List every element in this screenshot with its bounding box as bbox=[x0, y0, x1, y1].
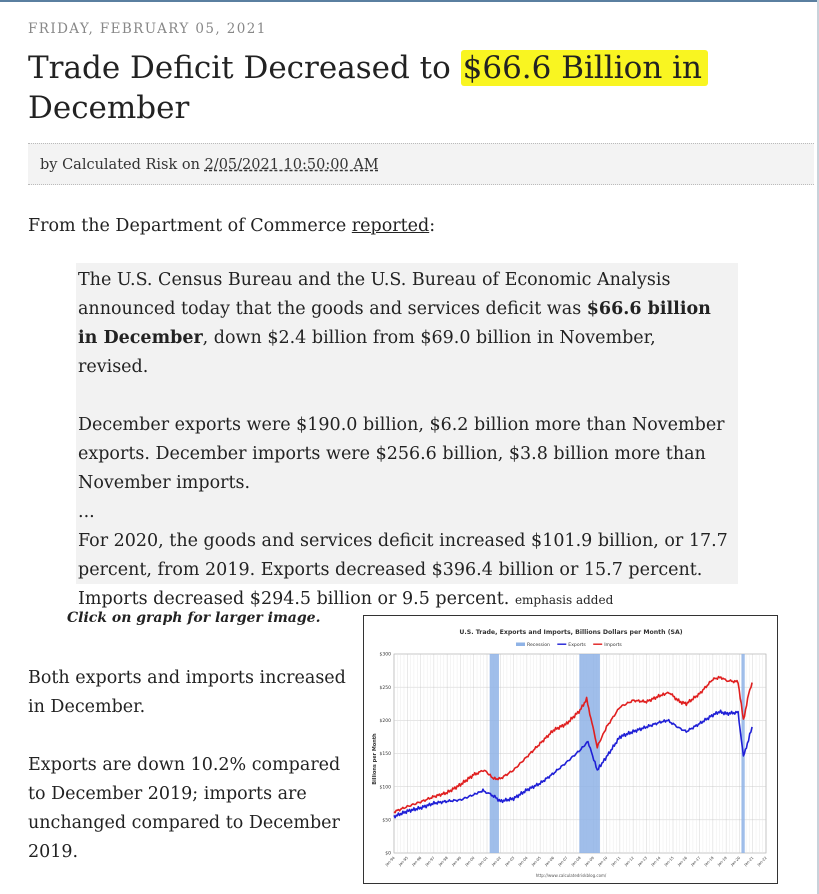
x-tick-label: Jan-08 bbox=[570, 855, 582, 867]
x-tick-label: Jan-22 bbox=[756, 855, 768, 867]
chart-footer: http://www.calculatedriskblog.com/ bbox=[535, 873, 607, 878]
x-tick-label: Jan-21 bbox=[743, 855, 755, 867]
quote-text: For 2020, the goods and services deficit increased $101.9 billion, or 17.7 percent, from 2019. Exports decreased $396.4 billion or 15.7 percent. Imports decreased $294.5 billion or 9.5 percent. bbox=[78, 531, 728, 609]
x-tick-label: Jan-04 bbox=[517, 855, 529, 867]
quote-ellipsis: ... bbox=[78, 502, 95, 522]
y-axis-label: Billions per Month bbox=[372, 733, 378, 785]
x-tick-label: Jan-07 bbox=[557, 855, 569, 867]
chart-title: U.S. Trade, Exports and Imports, Billions Dollars per Month (SA) bbox=[459, 629, 683, 636]
recession-band bbox=[579, 654, 600, 853]
y-tick-label: $0 bbox=[385, 851, 391, 857]
legend-swatch bbox=[516, 643, 525, 647]
x-tick-label: Jan-20 bbox=[730, 855, 742, 867]
x-tick-label: Jan-18 bbox=[703, 855, 715, 867]
x-tick-label: Jan-96 bbox=[411, 855, 423, 867]
x-tick-label: Jan-14 bbox=[650, 855, 662, 867]
post-body bbox=[28, 664, 358, 867]
title-text: Trade Deficit Decreased to bbox=[28, 50, 461, 86]
x-tick-label: Jan-13 bbox=[637, 855, 649, 867]
chart-legend bbox=[516, 642, 622, 648]
title-highlight: $66.6 Billion in bbox=[461, 50, 708, 86]
x-tick-label: Jan-05 bbox=[530, 855, 542, 867]
quote-paragraph-3 bbox=[78, 527, 728, 615]
window-top-border bbox=[0, 0, 819, 2]
x-tick-label: Jan-06 bbox=[544, 855, 556, 867]
title-text-line2: December bbox=[28, 90, 190, 126]
intro-suffix: : bbox=[429, 216, 436, 236]
post-title[interactable] bbox=[28, 48, 788, 128]
x-tick-label: Jan-12 bbox=[623, 855, 635, 867]
x-tick-labels bbox=[384, 855, 768, 867]
graph-caption: Click on graph for larger image. bbox=[67, 610, 321, 626]
recession-band bbox=[490, 654, 499, 853]
x-tick-label: Jan-94 bbox=[384, 855, 396, 867]
x-tick-label: Jan-98 bbox=[437, 855, 449, 867]
trade-chart[interactable] bbox=[363, 615, 778, 884]
body-paragraph-1: Both exports and imports increased in December. bbox=[28, 668, 346, 717]
x-tick-label: Jan-11 bbox=[610, 855, 622, 867]
x-tick-label: Jan-19 bbox=[716, 855, 728, 867]
x-tick-label: Jan-01 bbox=[477, 855, 489, 867]
x-tick-label: Jan-99 bbox=[451, 855, 463, 867]
y-tick-label: $100 bbox=[379, 785, 391, 791]
x-tick-label: Jan-15 bbox=[663, 855, 675, 867]
byline-bar bbox=[28, 143, 814, 185]
quote-paragraph-2: December exports were $190.0 billion, $6.2 billion more than November exports. December imports were $256.6 billion, $3.8 billion more than November imports. bbox=[78, 415, 725, 493]
x-tick-label: Jan-95 bbox=[398, 855, 409, 867]
quote-paragraph-1 bbox=[78, 266, 728, 382]
trade-chart-svg bbox=[364, 616, 777, 883]
byline-author: by Calculated Risk on bbox=[40, 157, 205, 173]
legend-label: Exports bbox=[568, 643, 586, 648]
x-tick-label: Jan-16 bbox=[677, 855, 688, 867]
x-tick-label: Jan-17 bbox=[690, 855, 702, 867]
quote-bold: $66.6 billion in December bbox=[78, 299, 711, 348]
y-tick-label: $300 bbox=[379, 652, 391, 658]
x-tick-label: Jan-10 bbox=[597, 855, 609, 867]
blockquote bbox=[76, 263, 738, 609]
x-tick-label: Jan-09 bbox=[584, 855, 595, 867]
reported-link[interactable]: reported bbox=[351, 216, 430, 236]
x-tick-label: Jan-00 bbox=[464, 855, 476, 867]
body-paragraph-2: Exports are down 10.2% compared to December 2019; imports are unchanged compared to December 2019. bbox=[28, 755, 341, 862]
y-tick-label: $150 bbox=[379, 752, 391, 758]
x-tick-label: Jan-03 bbox=[504, 855, 516, 867]
intro-paragraph bbox=[28, 216, 435, 236]
y-tick-label: $200 bbox=[379, 718, 391, 724]
quote-text: The U.S. Census Bureau and the U.S. Bureau of Economic Analysis announced today that the goods and services deficit was bbox=[78, 270, 671, 319]
byline bbox=[40, 157, 379, 173]
y-tick-label: $250 bbox=[379, 685, 391, 691]
quote-text: , down $2.4 billion from $69.0 billion in November, revised. bbox=[78, 328, 656, 377]
legend-label: Imports bbox=[604, 643, 622, 648]
post-date: FRIDAY, FEBRUARY 05, 2021 bbox=[28, 21, 267, 37]
y-tick-labels bbox=[380, 652, 392, 857]
x-tick-label: Jan-97 bbox=[424, 855, 436, 867]
y-tick-label: $50 bbox=[382, 818, 391, 824]
x-tick-label: Jan-02 bbox=[491, 855, 502, 867]
intro-text: From the Department of Commerce bbox=[28, 216, 352, 236]
permalink-timestamp[interactable]: 2/05/2021 10:50:00 AM bbox=[204, 157, 379, 173]
legend-label: Recession bbox=[527, 643, 550, 648]
emphasis-note: emphasis added bbox=[514, 593, 614, 607]
